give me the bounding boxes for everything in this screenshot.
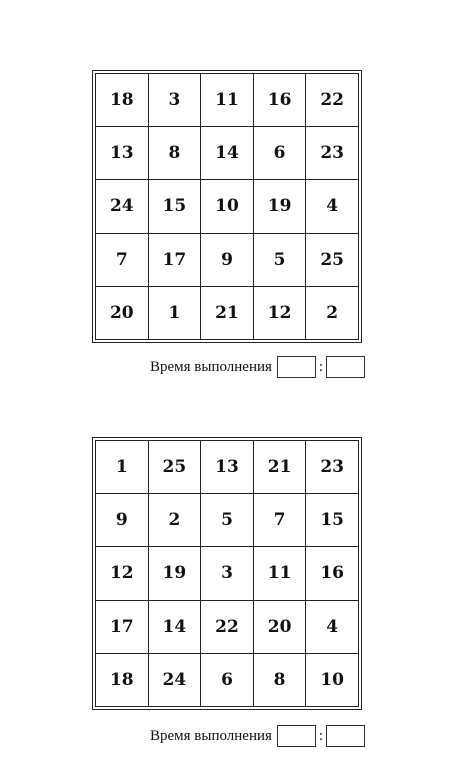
time-separator: :: [318, 358, 324, 375]
table-cell[interactable]: 24: [96, 180, 149, 233]
table-cell[interactable]: 7: [96, 233, 149, 286]
table-row: [96, 494, 359, 547]
table-cell[interactable]: 24: [148, 653, 201, 706]
seconds-field[interactable]: [326, 725, 365, 747]
table-cell[interactable]: 16: [306, 547, 359, 600]
completion-time-1: [150, 355, 365, 379]
table-row: [96, 127, 359, 180]
schulte-table-2: [92, 437, 362, 710]
table-cell[interactable]: 10: [201, 180, 254, 233]
table-cell[interactable]: 19: [148, 547, 201, 600]
table-cell[interactable]: 5: [201, 494, 254, 547]
table-row: [96, 600, 359, 653]
table-cell[interactable]: 10: [306, 653, 359, 706]
minutes-field[interactable]: [277, 356, 316, 378]
table-cell[interactable]: 4: [306, 600, 359, 653]
schulte-grid-2: [95, 440, 359, 707]
table-row: [96, 180, 359, 233]
table-cell[interactable]: 14: [148, 600, 201, 653]
table-cell[interactable]: 14: [201, 127, 254, 180]
table-cell[interactable]: 16: [253, 74, 306, 127]
table-row: [96, 74, 359, 127]
table-cell[interactable]: 3: [148, 74, 201, 127]
table-cell[interactable]: 25: [148, 441, 201, 494]
table-cell[interactable]: 18: [96, 653, 149, 706]
table-cell[interactable]: 5: [253, 233, 306, 286]
table-cell[interactable]: 17: [96, 600, 149, 653]
table-cell[interactable]: 6: [201, 653, 254, 706]
table-cell[interactable]: 15: [148, 180, 201, 233]
table-cell[interactable]: 23: [306, 127, 359, 180]
table-cell[interactable]: 23: [306, 441, 359, 494]
table-row: [96, 233, 359, 286]
table-cell[interactable]: 20: [96, 286, 149, 339]
table-cell[interactable]: 22: [201, 600, 254, 653]
table-row: [96, 441, 359, 494]
completion-time-2: [150, 724, 365, 748]
table-cell[interactable]: 11: [201, 74, 254, 127]
table-cell[interactable]: 7: [253, 494, 306, 547]
schulte-grid-1: [95, 73, 359, 340]
table-cell[interactable]: 1: [148, 286, 201, 339]
table-cell[interactable]: 18: [96, 74, 149, 127]
table-cell[interactable]: 17: [148, 233, 201, 286]
table-cell[interactable]: 22: [306, 74, 359, 127]
table-row: [96, 653, 359, 706]
table-row: [96, 286, 359, 339]
table-cell[interactable]: 13: [201, 441, 254, 494]
table-cell[interactable]: 20: [253, 600, 306, 653]
table-cell[interactable]: 8: [148, 127, 201, 180]
table-cell[interactable]: 13: [96, 127, 149, 180]
time-separator: :: [318, 727, 324, 744]
table-cell[interactable]: 21: [201, 286, 254, 339]
table-cell[interactable]: 2: [306, 286, 359, 339]
table-cell[interactable]: 12: [253, 286, 306, 339]
table-cell[interactable]: 12: [96, 547, 149, 600]
table-row: [96, 547, 359, 600]
seconds-field[interactable]: [326, 356, 365, 378]
table-cell[interactable]: 25: [306, 233, 359, 286]
table-cell[interactable]: 11: [253, 547, 306, 600]
minutes-field[interactable]: [277, 725, 316, 747]
table-cell[interactable]: 8: [253, 653, 306, 706]
schulte-table-1: [92, 70, 362, 343]
table-cell[interactable]: 4: [306, 180, 359, 233]
table-cell[interactable]: 1: [96, 441, 149, 494]
table-cell[interactable]: 2: [148, 494, 201, 547]
table-cell[interactable]: 9: [201, 233, 254, 286]
completion-time-label: Время выполнения: [150, 358, 272, 375]
table-cell[interactable]: 3: [201, 547, 254, 600]
table-cell[interactable]: 9: [96, 494, 149, 547]
table-cell[interactable]: 19: [253, 180, 306, 233]
table-cell[interactable]: 21: [253, 441, 306, 494]
table-cell[interactable]: 15: [306, 494, 359, 547]
table-cell[interactable]: 6: [253, 127, 306, 180]
completion-time-label: Время выполнения: [150, 727, 272, 744]
